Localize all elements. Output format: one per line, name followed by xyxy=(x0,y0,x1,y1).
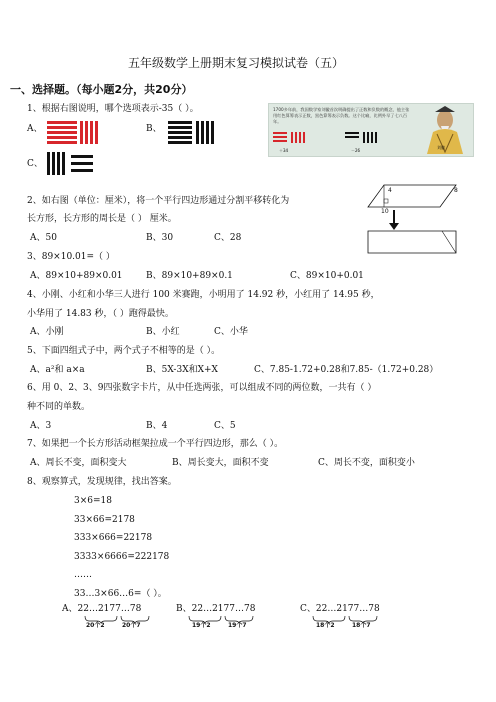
q5-option-a: A、a²和 a×a xyxy=(30,365,85,375)
black-rod xyxy=(168,136,192,139)
q4-option-a: A、小刚 xyxy=(30,327,64,337)
q8-option-b: B、22…2177…78 xyxy=(176,604,256,614)
q8-text: 8、观察算式，发现规律，找出答案。 xyxy=(27,477,177,487)
black-rod xyxy=(168,121,192,124)
q2-option-b: B、30 xyxy=(146,233,174,243)
info-caption-right: －26 xyxy=(351,148,361,153)
red-rod xyxy=(47,141,77,144)
q4-option-c: C、小华 xyxy=(214,327,248,337)
black-rod xyxy=(57,152,60,175)
q2-fig-label-base: 10 xyxy=(381,208,389,215)
q1-text: 1、根据右图说明，哪个选项表示-35（ ）。 xyxy=(27,104,199,114)
q4-option-b: B、小红 xyxy=(146,327,180,337)
red-rod xyxy=(90,121,93,144)
red-rod xyxy=(80,121,83,144)
q2-line1: 2、如右图（单位：厘米），将一个平行四边形通过分割平移转化为 xyxy=(27,196,290,206)
info-red-rods xyxy=(273,132,313,146)
q8-eq1: 3×6=18 xyxy=(74,496,112,506)
red-rod xyxy=(85,121,88,144)
q3-option-a: A、89×10+89×0.01 xyxy=(30,271,123,281)
q1-option-c-rods-2 xyxy=(71,155,95,175)
q7-option-c: C、周长不变，面积变小 xyxy=(318,458,415,468)
q8-option-b-brace1: 19个2 xyxy=(192,622,211,629)
q2-fig-label-height: 4 xyxy=(388,187,392,194)
q1-option-b-rods xyxy=(168,121,194,145)
q3-text: 3、89×10.01=（ ） xyxy=(27,252,115,262)
black-rod xyxy=(71,155,93,158)
q1-option-b-rods-2 xyxy=(196,121,218,145)
portrait-label: 刘徽 xyxy=(437,145,445,150)
q8-option-a-brace2: 20个7 xyxy=(122,622,141,629)
info-caption-left: ＋34 xyxy=(279,148,289,153)
q8-option-a: A、22…2177…78 xyxy=(62,604,142,614)
q5-text: 5、下面四组式子中，两个式子不相等的是（ ）。 xyxy=(27,346,221,356)
q1-info-image xyxy=(268,103,474,157)
q1-option-a-rods-2 xyxy=(80,121,102,145)
q8-option-c-brace2: 18个7 xyxy=(352,622,371,629)
page-title: 五年级数学上册期末复习模拟试卷（五） xyxy=(128,56,345,70)
q1-option-b-label: B、 xyxy=(146,124,162,134)
black-rod xyxy=(71,162,93,165)
black-rod xyxy=(52,152,55,175)
black-rod xyxy=(47,152,50,175)
black-rod xyxy=(201,121,204,144)
q6-line1: 6、用 0、2、3、9四张数字卡片，从中任选两张，可以组成不同的两位数，一共有（ ） xyxy=(27,383,377,393)
q7-option-b: B、周长变大，面积不变 xyxy=(172,458,269,468)
q4-line2: 小华用了 14.83 秒，（ ）跑得最快。 xyxy=(27,309,174,319)
section-heading xyxy=(10,78,192,97)
q7-option-a: A、周长不变，面积变大 xyxy=(30,458,127,468)
q8-eq6: 33…3×66…6=（ ）。 xyxy=(74,589,167,599)
portrait-image xyxy=(419,106,471,154)
black-rod xyxy=(168,126,192,129)
q8-eq2: 33×66=2178 xyxy=(74,515,135,525)
q6-line2: 种不同的单数。 xyxy=(27,402,91,412)
q3-option-c: C、89×10+0.01 xyxy=(290,271,364,281)
black-rod xyxy=(211,121,214,144)
q6-option-a: A、3 xyxy=(30,421,52,431)
q4-line1: 4、小刚、小红和小华三人进行 100 米赛跑，小明用了 14.92 秒，小红用了 14.95 秒， xyxy=(27,290,380,300)
q1-option-a-rods xyxy=(47,121,79,145)
black-rod xyxy=(168,141,192,144)
black-rod xyxy=(71,169,93,172)
q2-option-a: A、50 xyxy=(30,233,57,243)
q3-option-b: B、89×10+89×0.1 xyxy=(146,271,233,281)
q1-option-a-label: A、 xyxy=(27,124,43,134)
q8-option-b-brace2: 19个7 xyxy=(228,622,247,629)
q2-option-c: C、28 xyxy=(214,233,242,243)
black-rod xyxy=(168,131,192,134)
section-points: （每小题2分，共20分） xyxy=(76,83,193,96)
q7-text: 7、如果把一个长方形活动框架拉成一个平行四边形，那么（ ）。 xyxy=(27,439,284,449)
q8-eq4: 3333×6666=222178 xyxy=(74,552,170,562)
q1-option-c-rods xyxy=(47,152,67,176)
q6-option-c: C、5 xyxy=(214,421,236,431)
red-rod xyxy=(47,121,77,124)
q5-option-c: C、7.85-1.72+0.28和7.85-（1.72+0.28） xyxy=(254,365,439,375)
q1-option-c-label: C、 xyxy=(27,159,43,169)
q1-info-text: 1700多年前，我国数学家刘徽首次明确提出了正数和负数的概念，他主张用红色算筹表示正数，黑色算筹表示负数。这个比喻，比例外早了七八百年。 xyxy=(273,107,410,124)
red-rod xyxy=(47,131,77,134)
red-rod xyxy=(47,136,77,139)
q8-eq5: …… xyxy=(74,570,92,580)
q6-option-b: B、4 xyxy=(146,421,168,431)
q8-option-a-brace1: 20个2 xyxy=(86,622,105,629)
q2-line2: 长方形，长方形的周长是（ ） 厘米。 xyxy=(27,214,177,224)
q5-option-b: B、5X-3X和X+X xyxy=(146,365,218,375)
q8-eq3: 333×666=22178 xyxy=(74,533,153,543)
red-rod xyxy=(47,126,77,129)
red-rod xyxy=(95,121,98,144)
black-rod xyxy=(206,121,209,144)
q8-option-c: C、22…2177…78 xyxy=(300,604,380,614)
q2-figure xyxy=(364,183,460,259)
black-rod xyxy=(62,152,65,175)
black-rod xyxy=(196,121,199,144)
info-black-rods xyxy=(345,132,385,146)
q8-option-c-brace1: 18个2 xyxy=(316,622,335,629)
section-label: 一、选择题。 xyxy=(10,83,76,96)
q2-fig-label-side: 8 xyxy=(454,187,458,194)
